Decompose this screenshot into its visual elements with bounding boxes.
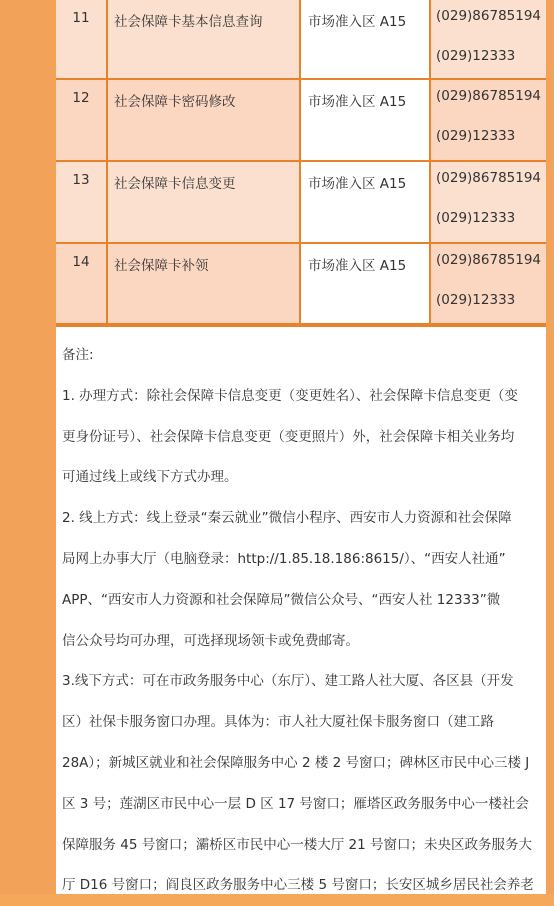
service-location: 市场准入区 A15 bbox=[301, 0, 431, 78]
phone-cell bbox=[431, 0, 546, 78]
phone-primary: (029)86785194 bbox=[436, 252, 542, 268]
notes-line: 2. 线上方式：线上登录“秦云就业”微信小程序、西安市人力资源和社会保障 bbox=[62, 510, 512, 527]
row-number: 14 bbox=[56, 244, 108, 323]
row-number: 12 bbox=[56, 80, 108, 160]
service-item: 社会保障卡密码修改 bbox=[108, 80, 301, 160]
table-row bbox=[56, 80, 546, 162]
right-margin-band bbox=[546, 0, 554, 894]
service-location: 市场准入区 A15 bbox=[301, 80, 431, 160]
table-row bbox=[56, 244, 546, 325]
service-item: 社会保障卡信息变更 bbox=[108, 162, 301, 242]
notes-line: 28A）；新城区就业和社会保障服务中心 2 楼 2 号窗口；碑林区市民中心三楼 J bbox=[62, 754, 530, 771]
service-item: 社会保障卡补领 bbox=[108, 244, 301, 323]
phone-hotline: (029)12333 bbox=[436, 127, 516, 144]
phone-hotline: (029)12333 bbox=[436, 209, 516, 226]
row-number: 13 bbox=[56, 162, 108, 242]
table-row bbox=[56, 162, 546, 244]
notes-line: APP、“西安市人力资源和社会保障局”微信公众号、“西安人社 12333”微 bbox=[62, 591, 501, 608]
left-margin-band bbox=[0, 0, 56, 894]
phone-hotline: (029)12333 bbox=[436, 291, 516, 308]
phone-hotline: (029)12333 bbox=[436, 47, 516, 64]
notes-line: 厅 D16 号窗口；阎良区政务服务中心三楼 5 号窗口；长安区城乡居民社会养老 bbox=[62, 877, 534, 894]
notes-line: 区）社保卡服务窗口办理。具体为：市人社大厦社保卡服务窗口（建工路 bbox=[62, 714, 494, 731]
phone-primary: (029)86785194 bbox=[436, 88, 542, 104]
phone-primary: (029)86785194 bbox=[436, 170, 542, 186]
phone-cell bbox=[431, 80, 546, 160]
table-row bbox=[56, 0, 546, 80]
notes-line: 局网上办事大厅（电脑登录：http://1.85.18.186:8615/）、“西安人社通” bbox=[62, 550, 506, 567]
notes-section bbox=[56, 325, 546, 894]
row-number: 11 bbox=[56, 0, 108, 78]
notes-line: 区 3 号；莲湖区市民中心一层 D 区 17 号窗口；雁塔区政务服务中心一楼社会 bbox=[62, 795, 529, 812]
notes-line: 更身份证号）、社会保障卡信息变更（变更照片）外，社会保障卡相关业务均 bbox=[62, 428, 515, 445]
service-item: 社会保障卡基本信息查询 bbox=[108, 0, 301, 78]
phone-primary: (029)86785194 bbox=[436, 8, 542, 24]
notes-line: 信公众号均可办理，可选择现场领卡或免费邮寄。 bbox=[62, 632, 359, 649]
notes-line: 1. 办理方式：除社会保障卡信息变更（变更姓名）、社会保障卡信息变更（变 bbox=[62, 387, 518, 404]
phone-cell bbox=[431, 162, 546, 242]
service-location: 市场准入区 A15 bbox=[301, 162, 431, 242]
notes-line: 可通过线上或线下方式办理。 bbox=[62, 469, 238, 486]
service-location: 市场准入区 A15 bbox=[301, 244, 431, 323]
notes-heading: 备注: bbox=[62, 347, 94, 363]
notes-line: 3.线下方式：可在市政务服务中心（东厅）、建工路人社大厦、各区县（开发 bbox=[62, 673, 514, 690]
phone-cell bbox=[431, 244, 546, 323]
notes-line: 保障服务 45 号窗口；灞桥区市民中心一楼大厅 21 号窗口；未央区政务服务大 bbox=[62, 836, 533, 853]
